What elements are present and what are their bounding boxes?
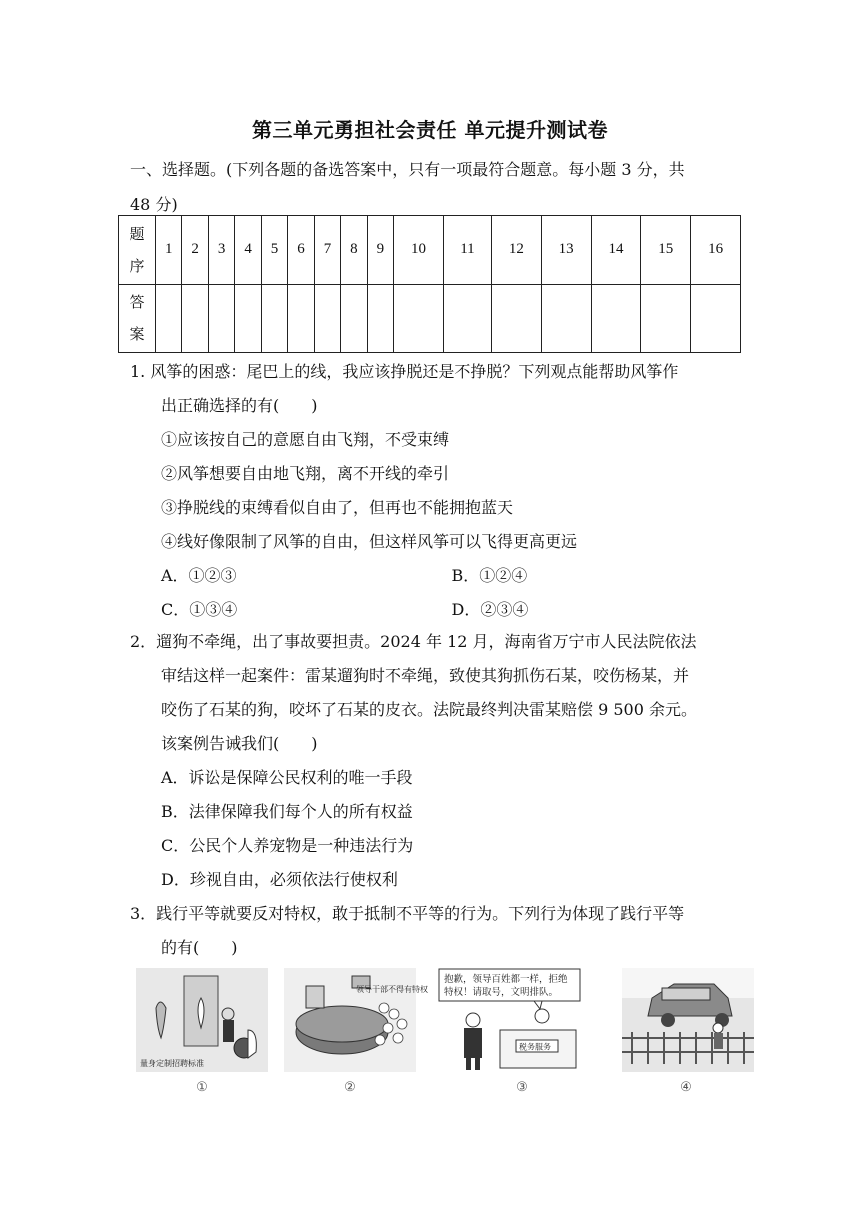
option-d[interactable]: D．珍视自由，必须依法行使权利: [161, 870, 398, 889]
number-row: [119, 216, 741, 285]
answer-cell[interactable]: [314, 284, 340, 353]
section-heading-line: 48 分): [130, 195, 178, 214]
option-b[interactable]: B．法律保障我们每个人的所有权益: [161, 802, 413, 821]
answer-table: [118, 215, 741, 353]
question-number-cell: 14: [591, 216, 641, 285]
question-stem: 咬伤了石某的狗，咬坏了石某的皮衣。法院最终判决雷某赔偿 9 500 余元。: [161, 700, 697, 719]
speech-bubble-line: 抱歉，领导百姓都一样，拒绝: [444, 974, 568, 985]
question-1: [130, 355, 742, 627]
option-b[interactable]: B．①②④: [451, 566, 528, 585]
privilege-picture: [284, 968, 428, 1072]
section-heading: [130, 152, 742, 222]
question-stem: 2．遛狗不牵绳，出了事故要担责。2024 年 12 月，海南省万宁市人民法院依法: [130, 632, 697, 651]
option-c[interactable]: C．①③④: [161, 600, 238, 619]
answer-cell[interactable]: [341, 284, 367, 353]
picture-label: ②: [344, 1080, 356, 1095]
question-number-cell: 16: [691, 216, 741, 285]
option-a[interactable]: A．①②③: [161, 566, 237, 585]
question-number-cell: 13: [541, 216, 591, 285]
question-number-cell: 10: [394, 216, 444, 285]
question-stem: 3．践行平等就要反对特权，敢于抵制不平等的行为。下列行为体现了践行平等: [130, 904, 685, 923]
question-number-cell: 11: [443, 216, 491, 285]
answer-cell[interactable]: [288, 284, 314, 353]
picture-label: ①: [196, 1080, 208, 1095]
question-number-cell: 3: [208, 216, 234, 285]
option-row: [130, 559, 742, 593]
answer-cell[interactable]: [541, 284, 591, 353]
answer-cell[interactable]: [156, 284, 182, 353]
desk-sign: 税务服务: [519, 1042, 551, 1052]
question-number-cell: 6: [288, 216, 314, 285]
speech-bubble-line: 特权！请取号，文明排队。: [444, 987, 559, 998]
statement: ②风筝想要自由地飞翔，离不开线的牵引: [161, 464, 450, 483]
answer-cell[interactable]: [591, 284, 641, 353]
answer-cell[interactable]: [691, 284, 741, 353]
answer-cell[interactable]: [208, 284, 234, 353]
question-number-cell: 12: [491, 216, 541, 285]
question-number-cell: 8: [341, 216, 367, 285]
road-picture: [622, 968, 754, 1072]
question-stem: 1. 风筝的困惑：尾巴上的线，我应该挣脱还是不挣脱？下列观点能帮助风筝作: [130, 362, 679, 381]
statement: ①应该按自己的意愿自由飞翔，不受束缚: [161, 430, 450, 449]
question-stem: 出正确选择的有( ): [161, 396, 318, 415]
illustration-strip: [136, 968, 756, 1108]
question-number-cell: 15: [641, 216, 691, 285]
question-stem: 审结这样一起案件：雷某遛狗时不牵绳，致使其狗抓伤石某，咬伤杨某，并: [161, 666, 690, 685]
row-label-number: 题 序: [119, 216, 156, 285]
row-label-answer: 答 案: [119, 284, 156, 353]
picture-caption: 量身定制招聘标准: [140, 1059, 204, 1068]
question-number-cell: 9: [367, 216, 393, 285]
answer-cell[interactable]: [641, 284, 691, 353]
statement: ④线好像限制了风筝的自由，但这样风筝可以飞得更高更远: [161, 532, 578, 551]
illustration-3: [438, 968, 570, 1072]
illustration-2: [284, 968, 428, 1072]
page-title: 第三单元勇担社会责任 单元提升测试卷: [252, 118, 608, 142]
question-number-cell: 4: [235, 216, 261, 285]
answer-cell[interactable]: [367, 284, 393, 353]
answer-row: [119, 284, 741, 353]
picture-label: ④: [680, 1080, 692, 1095]
answer-cell[interactable]: [235, 284, 261, 353]
answer-cell[interactable]: [182, 284, 208, 353]
option-a[interactable]: A．诉讼是保障公民权利的唯一手段: [161, 768, 413, 787]
question-2: [130, 625, 742, 897]
option-c[interactable]: C．公民个人养宠物是一种违法行为: [161, 836, 414, 855]
question-number-cell: 1: [156, 216, 182, 285]
question-3: [130, 897, 742, 965]
question-number-cell: 5: [261, 216, 287, 285]
answer-cell[interactable]: [394, 284, 444, 353]
illustration-1: [136, 968, 268, 1072]
answer-cell[interactable]: [443, 284, 491, 353]
answer-cell[interactable]: [261, 284, 287, 353]
option-d[interactable]: D．②③④: [451, 600, 529, 619]
question-stem: 该案例告诫我们( ): [161, 734, 318, 753]
picture-label: ③: [516, 1080, 528, 1095]
tax-service-picture: [438, 968, 583, 1072]
section-heading-line: 一、选择题。(下列各题的备选答案中，只有一项最符合题意。每小题 3 分，共: [130, 160, 685, 179]
option-row: [130, 593, 742, 627]
picture-caption: 领导干部不得有特权: [356, 985, 428, 994]
question-stem: 的有( ): [161, 938, 238, 957]
statement: ③挣脱线的束缚看似自由了，但再也不能拥抱蓝天: [161, 498, 514, 517]
illustration-4: [622, 968, 754, 1072]
question-number-cell: 7: [314, 216, 340, 285]
hiring-standard-picture: [136, 968, 268, 1072]
answer-cell[interactable]: [491, 284, 541, 353]
question-number-cell: 2: [182, 216, 208, 285]
